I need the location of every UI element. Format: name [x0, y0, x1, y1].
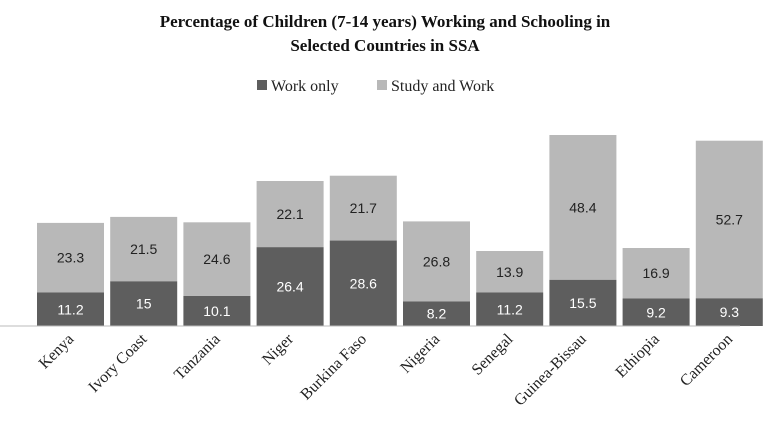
x-tick-label-guinea-bissau: Guinea-Bissau	[511, 330, 590, 410]
data-label-work-only-tanzania: 10.1	[203, 302, 231, 319]
data-label-study-and-work-kenya: 23.3	[56, 249, 85, 266]
data-label-work-only-nigeria: 8.2	[426, 305, 447, 322]
data-label-study-and-work-ivory-coast: 21.5	[130, 241, 158, 257]
data-label-work-only-senegal: 11.2	[496, 301, 523, 318]
data-label-work-only-kenya: 11.2	[57, 301, 84, 318]
data-label-study-and-work-guinea-bissau: 48.4	[569, 199, 597, 216]
data-label-work-only-burkina-faso: 28.6	[349, 275, 377, 292]
x-tick-label-cameroon: Cameroon	[676, 330, 737, 390]
data-label-work-only-cameroon: 9.3	[719, 304, 740, 321]
legend-swatch-study-and-work	[377, 80, 387, 90]
x-tick-label-kenya: Kenya	[35, 330, 78, 373]
legend-swatch-work-only	[257, 80, 267, 90]
x-tick-label-niger: Niger	[259, 330, 297, 369]
chart-title-line-2: Selected Countries in SSA	[290, 36, 480, 55]
data-label-study-and-work-niger: 22.1	[276, 206, 304, 223]
data-label-study-and-work-cameroon: 52.7	[715, 211, 743, 228]
legend-label-study-and-work: Study and Work	[391, 78, 495, 95]
data-label-study-and-work-senegal: 13.9	[496, 263, 524, 280]
chart-title-line-1: Percentage of Children (7-14 years) Working and Schooling in	[159, 12, 611, 31]
data-label-study-and-work-nigeria: 26.8	[422, 253, 451, 270]
data-label-study-and-work-tanzania: 24.6	[203, 251, 231, 268]
x-tick-labels	[36, 330, 736, 409]
x-tick-label-nigeria: Nigeria	[397, 330, 444, 377]
data-label-work-only-guinea-bissau: 15.5	[569, 294, 597, 311]
x-tick-label-ivory-coast: Ivory Coast	[85, 330, 151, 396]
bars-group	[37, 135, 763, 326]
legend-label-work-only: Work only	[271, 78, 339, 95]
x-tick-label-burkina-faso: Burkina Faso	[297, 330, 371, 404]
legend	[257, 78, 494, 95]
x-tick-label-tanzania: Tanzania	[171, 330, 224, 384]
data-label-work-only-niger: 26.4	[276, 278, 304, 295]
data-label-study-and-work-ethiopia: 16.9	[642, 265, 670, 282]
x-tick-label-ethiopia: Ethiopia	[612, 330, 663, 382]
data-label-study-and-work-burkina-faso: 21.7	[349, 200, 377, 217]
x-tick-label-senegal: Senegal	[468, 330, 517, 379]
data-label-work-only-ethiopia: 9.2	[646, 304, 666, 321]
data-label-work-only-ivory-coast: 15	[135, 295, 152, 312]
